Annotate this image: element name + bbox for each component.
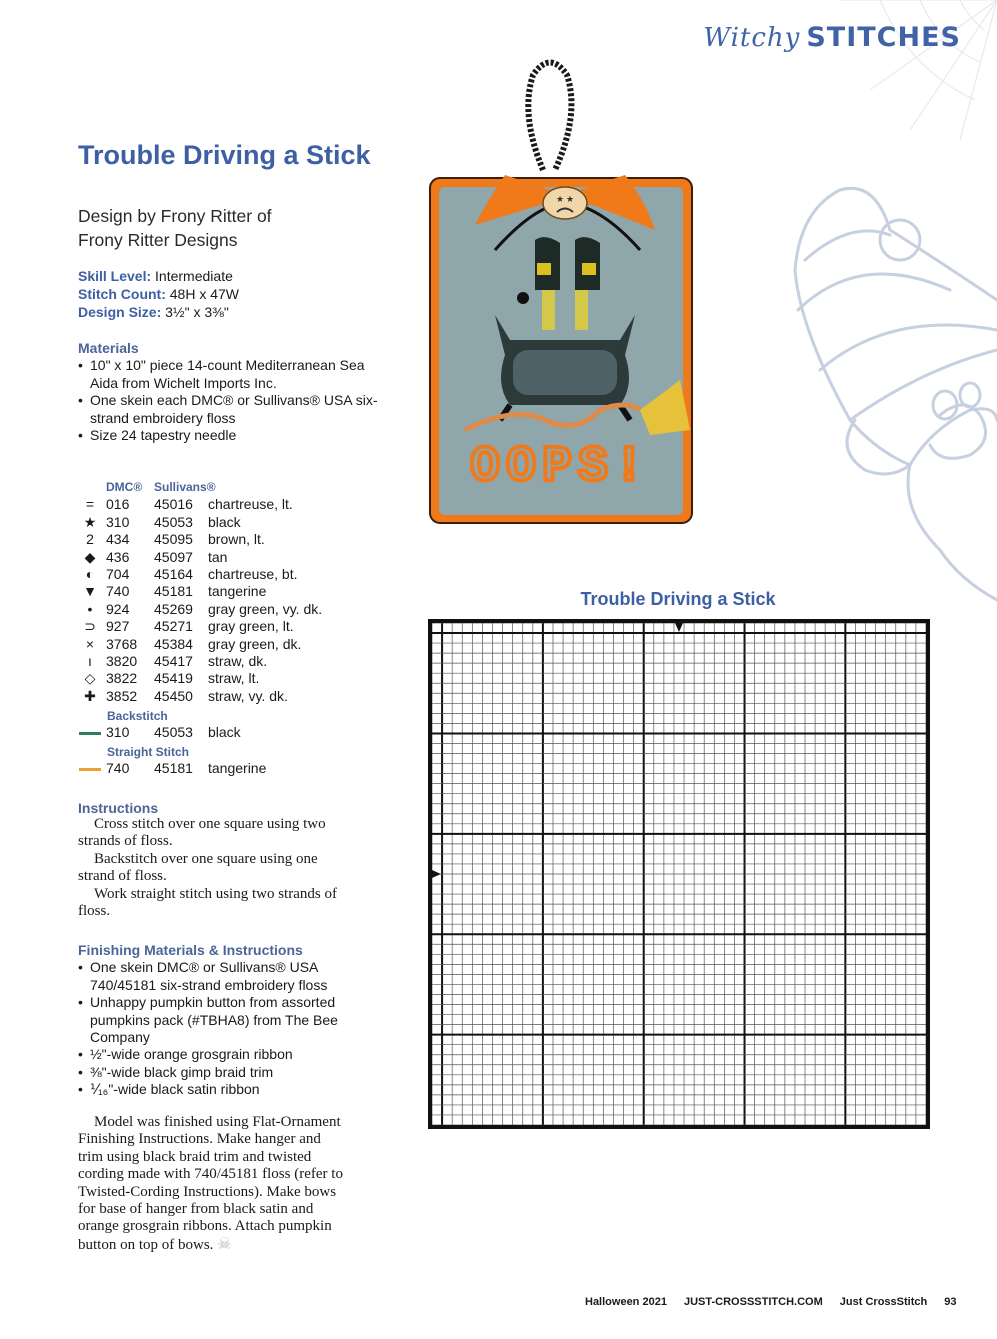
key-row bbox=[74, 514, 322, 531]
stitch-symbol-icon: • bbox=[87, 600, 93, 617]
straight-stitch-line-icon bbox=[79, 768, 101, 771]
stitch-count: Stitch Count: 48H x 47W bbox=[78, 286, 240, 302]
cross-stitch-chart bbox=[428, 619, 930, 1129]
footer-issue: Halloween 2021 bbox=[585, 1296, 667, 1308]
straight-stitch-heading: Straight Stitch bbox=[107, 745, 190, 760]
key-row bbox=[74, 636, 322, 653]
backstitch-heading: Backstitch bbox=[107, 709, 168, 724]
key-row bbox=[74, 531, 322, 548]
backstitch-line-icon bbox=[79, 732, 101, 735]
list-item: • Size 24 tapestry needle bbox=[78, 427, 378, 444]
key-name: straw, vy. dk. bbox=[208, 687, 288, 704]
finishing-list bbox=[78, 959, 378, 1098]
key-dmc: 704 bbox=[106, 565, 130, 582]
key-row bbox=[74, 653, 322, 670]
byline-line-2: Frony Ritter Designs bbox=[78, 230, 238, 250]
instructions-heading: Instructions bbox=[78, 800, 159, 816]
instruction-paragraph: Backstitch over one square using one strand of floss. bbox=[78, 850, 318, 885]
stitch-symbol-icon: × bbox=[85, 635, 95, 652]
article-title: Trouble Driving a Stick bbox=[78, 140, 371, 170]
stitch-symbol-icon: ⊃ bbox=[84, 618, 96, 635]
instruction-paragraph: Work straight stitch using two strands of floss. bbox=[78, 885, 337, 920]
footer-site: JUST-CROSSSTITCH.COM bbox=[684, 1296, 823, 1308]
key-dmc: 3820 bbox=[106, 652, 138, 669]
key-sullivans: 45419 bbox=[154, 670, 193, 687]
key-name: black bbox=[208, 513, 241, 530]
key-sullivans: 45384 bbox=[154, 635, 193, 652]
key-sullivans: 45271 bbox=[154, 618, 193, 635]
list-item: • Unhappy pumpkin button from assorted pumpkins pack (#TBHA8) from The Bee Company bbox=[78, 994, 378, 1046]
byline-line-1: Design by Frony Ritter of bbox=[78, 206, 272, 226]
stitch-symbol-icon: ★ bbox=[83, 513, 97, 530]
key-name: gray green, vy. dk. bbox=[208, 600, 323, 617]
key-name: gray green, lt. bbox=[208, 618, 294, 635]
finished-ornament-photo bbox=[425, 55, 700, 530]
key-sullivans: 45095 bbox=[154, 531, 193, 548]
key-dmc: 016 bbox=[106, 496, 130, 513]
finishing-heading: Finishing Materials & Instructions bbox=[78, 942, 303, 958]
column-header-dmc: DMC® bbox=[106, 480, 143, 494]
key-row bbox=[74, 688, 322, 705]
footer-magazine: Just CrossStitch bbox=[839, 1296, 928, 1308]
finishing-section bbox=[78, 942, 378, 1099]
key-dmc: 924 bbox=[106, 600, 130, 617]
pumpkin-button bbox=[543, 187, 587, 219]
page-footer bbox=[585, 1296, 971, 1308]
svg-text:★: ★ bbox=[556, 194, 565, 204]
materials-list bbox=[78, 357, 378, 444]
key-name: straw, dk. bbox=[208, 652, 268, 669]
key-name: tan bbox=[208, 548, 228, 565]
chart-title: Trouble Driving a Stick bbox=[580, 589, 776, 609]
key-header-row bbox=[74, 479, 322, 496]
stitch-symbol-icon: ı bbox=[88, 652, 92, 669]
column-header-sullivans: Sullivans® bbox=[154, 480, 216, 494]
key-dmc: 436 bbox=[106, 548, 130, 565]
materials-section bbox=[78, 340, 378, 444]
stitch-symbol-icon: = bbox=[85, 496, 95, 513]
key-sullivans: 45417 bbox=[154, 652, 193, 669]
page-number: 93 bbox=[944, 1296, 957, 1308]
key-row bbox=[74, 566, 322, 583]
list-item: • ⅜"-wide black gimp braid trim bbox=[78, 1064, 378, 1081]
key-sullivans: 45181 bbox=[154, 583, 193, 600]
key-name: tangerine bbox=[208, 583, 267, 600]
key-dmc: 3822 bbox=[106, 670, 138, 687]
section-brand bbox=[703, 22, 961, 53]
instructions-section bbox=[78, 800, 348, 920]
key-dmc: 3852 bbox=[106, 687, 138, 704]
brand-stitches: STITCHES bbox=[806, 22, 961, 53]
key-sullivans: 45164 bbox=[154, 565, 193, 582]
key-name: straw, lt. bbox=[208, 670, 260, 687]
key-row bbox=[74, 618, 322, 635]
list-item: • One skein DMC® or Sullivans® USA 740/45181 six-strand embroidery floss bbox=[78, 959, 378, 994]
design-size: Design Size: 3½" x 3⅜" bbox=[78, 304, 229, 320]
key-sullivans: 45016 bbox=[154, 496, 193, 513]
list-item: • ⅟₁₆"-wide black satin ribbon bbox=[78, 1081, 378, 1098]
key-name: brown, lt. bbox=[208, 531, 265, 548]
model-finishing-note: Model was finished using Flat-Ornament Finishing Instructions. Make hanger and trim using black braid trim and twisted cording made with 740/45181 floss (refer to Twisted-Cording Instructions). Make bows for base of hanger from black satin and orange grosgrain ribbons. Attach pumpkin button on top of bows. ☠ bbox=[78, 1114, 343, 1253]
key-name: chartreuse, lt. bbox=[208, 496, 293, 513]
key-row bbox=[74, 601, 322, 618]
stitch-symbol-icon: ◐ bbox=[85, 565, 95, 582]
svg-text:★: ★ bbox=[566, 194, 575, 204]
stitch-symbol-icon: ▼ bbox=[83, 583, 97, 600]
instruction-paragraph: Cross stitch over one square using two strands of floss. bbox=[78, 816, 326, 850]
spiderweb-decoration bbox=[780, 0, 997, 140]
skill-level: Skill Level: Intermediate bbox=[78, 268, 233, 284]
key-row bbox=[74, 549, 322, 566]
list-item: • 10" x 10" piece 14-count Mediterranean Sea Aida from Wichelt Imports Inc. bbox=[78, 357, 378, 392]
brand-witchy: Witchy bbox=[703, 23, 801, 53]
materials-heading: Materials bbox=[78, 340, 139, 356]
key-name: gray green, dk. bbox=[208, 635, 302, 652]
cross-stitch-key-rows bbox=[74, 496, 322, 705]
braid-hanger bbox=[528, 63, 571, 171]
key-sullivans: 45269 bbox=[154, 600, 193, 617]
key-row bbox=[74, 670, 322, 687]
key-name: chartreuse, bt. bbox=[208, 565, 298, 582]
key-dmc: 434 bbox=[106, 531, 130, 548]
list-item: • ½"-wide orange grosgrain ribbon bbox=[78, 1046, 378, 1063]
stitch-symbol-icon: ◆ bbox=[84, 548, 96, 565]
key-dmc: 310 bbox=[106, 513, 130, 530]
key-row bbox=[74, 496, 322, 513]
key-dmc: 740 bbox=[106, 583, 130, 600]
oops-stitched-text: OOPS! bbox=[470, 439, 651, 496]
skull-crossbones-icon: ☠ bbox=[217, 1235, 232, 1253]
spider bbox=[517, 292, 529, 304]
key-dmc: 3768 bbox=[106, 635, 138, 652]
gnome-outline-decoration bbox=[780, 180, 997, 620]
stitch-symbol-icon: ✚ bbox=[84, 687, 96, 704]
backstitch-row: 310 45053 black bbox=[74, 724, 322, 741]
list-item: • One skein each DMC® or Sullivans® USA six-strand embroidery floss bbox=[78, 392, 378, 427]
key-sullivans: 45053 bbox=[154, 513, 193, 530]
stitch-symbol-icon: 2 bbox=[86, 531, 94, 548]
key-sullivans: 45097 bbox=[154, 548, 193, 565]
designer-byline bbox=[78, 204, 378, 252]
straight-stitch-row: 740 45181 tangerine bbox=[74, 760, 322, 777]
color-key-table bbox=[74, 479, 322, 778]
stitch-symbol-icon: ◇ bbox=[84, 670, 96, 687]
key-sullivans: 45450 bbox=[154, 687, 193, 704]
key-dmc: 927 bbox=[106, 618, 130, 635]
key-row bbox=[74, 583, 322, 600]
pattern-specs bbox=[78, 267, 239, 321]
